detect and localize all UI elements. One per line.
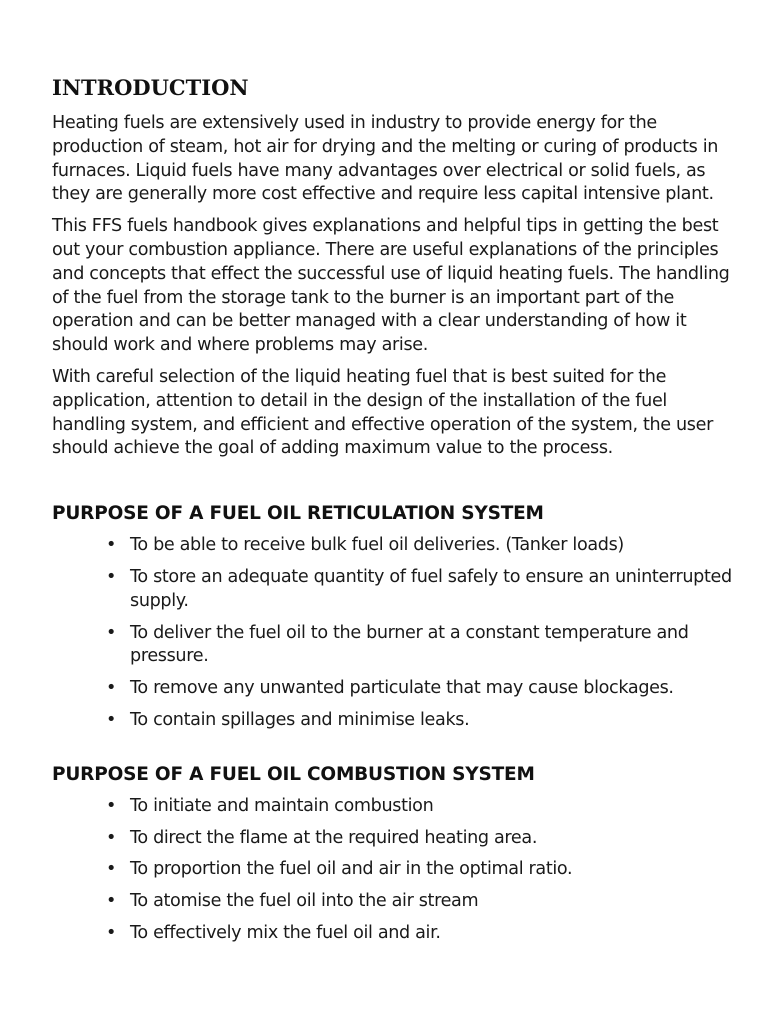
- combustion-heading: PURPOSE OF A FUEL OIL COMBUSTION SYSTEM: [52, 763, 535, 785]
- bullet-icon: •: [106, 891, 117, 912]
- reticulation-list: [52, 534, 732, 733]
- list-item-text: To proportion the fuel oil and air in the optimal ratio.: [130, 859, 573, 880]
- intro-paragraph-3: With careful selection of the liquid heating fuel that is best suited for the application, attention to detail in the design of the installation of the fuel handling system, and efficient and effective operation of the system, the user should achieve the goal of adding maximum value to the process.: [52, 366, 713, 459]
- list-item-text: To be able to receive bulk fuel oil deliveries. (Tanker loads): [130, 535, 624, 556]
- bullet-icon: •: [106, 535, 117, 556]
- bullet-icon: •: [106, 566, 117, 587]
- list-item-text: To store an adequate quantity of fuel safely to ensure an uninterrupted supply.: [130, 566, 732, 611]
- list-item: [52, 677, 732, 701]
- list-item: [52, 795, 732, 819]
- bullet-icon: •: [106, 922, 117, 943]
- document-page: [52, 74, 732, 954]
- combustion-list: [52, 795, 732, 946]
- list-item-text: To initiate and maintain combustion: [130, 795, 434, 816]
- list-item-text: To contain spillages and minimise leaks.: [130, 709, 470, 730]
- list-item: [52, 827, 732, 851]
- list-item: [52, 566, 732, 614]
- list-item-text: To atomise the fuel oil into the air stream: [130, 891, 479, 912]
- intro-paragraph-1: Heating fuels are extensively used in industry to provide energy for the production of steam, hot air for drying and the melting or curing of products in furnaces. Liquid fuels have many advantages over electrical or solid fuels, as they are generally more cost effective and require less capital intensive plant.: [52, 113, 719, 205]
- bullet-icon: •: [106, 795, 117, 816]
- list-item: [52, 534, 732, 558]
- list-item-text: To effectively mix the fuel oil and air.: [130, 922, 441, 943]
- list-item: [52, 858, 732, 882]
- reticulation-heading: PURPOSE OF A FUEL OIL RETICULATION SYSTEM: [52, 503, 544, 525]
- intro-heading: INTRODUCTION: [52, 75, 249, 100]
- bullet-icon: •: [106, 859, 117, 880]
- list-item: [52, 922, 732, 946]
- intro-paragraph-2: This FFS fuels handbook gives explanations and helpful tips in getting the best out your combustion appliance. There are useful explanations of the principles and concepts that effect the successful use of liquid heating fuels. The handling of the fuel from the storage tank to the burner is an important part of the operation and can be better managed with a clear understanding of how it should work and where problems may arise.: [52, 216, 730, 356]
- bullet-icon: •: [106, 622, 117, 643]
- bullet-icon: •: [106, 827, 117, 848]
- bullet-icon: •: [106, 678, 117, 699]
- list-item: [52, 709, 732, 733]
- list-item: [52, 890, 732, 914]
- list-item-text: To remove any unwanted particulate that may cause blockages.: [130, 678, 674, 699]
- list-item: [52, 622, 732, 670]
- bullet-icon: •: [106, 709, 117, 730]
- list-item-text: To direct the flame at the required heating area.: [130, 827, 538, 848]
- list-item-text: To deliver the fuel oil to the burner at a constant temperature and pressure.: [130, 622, 689, 667]
